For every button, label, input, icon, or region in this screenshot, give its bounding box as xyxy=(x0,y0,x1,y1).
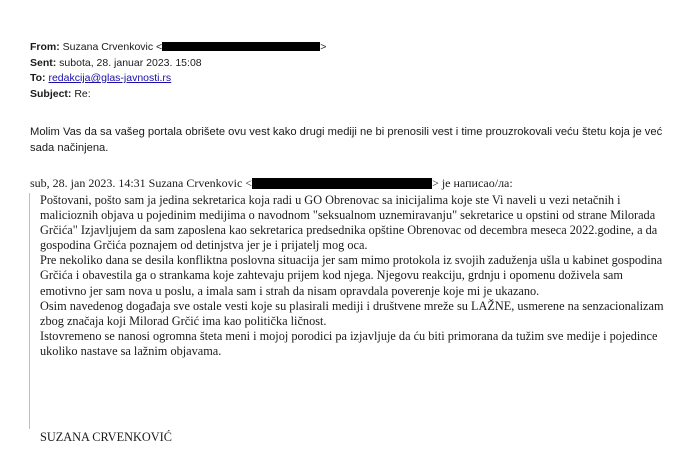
signature: SUZANA CRVENKOVIĆ xyxy=(40,430,172,444)
quote-header-suffix: > је написао/ла: xyxy=(432,176,513,190)
from-close: > xyxy=(320,41,327,53)
quoted-message xyxy=(29,193,665,429)
email-header xyxy=(30,40,326,102)
subject-value: Re: xyxy=(74,87,91,100)
redacted-email-block xyxy=(162,42,320,51)
quote-paragraph: Osim navedenog događaja sve ostale vesti koje su plasirali mediji i društvene mreže su LAŽNE, usmerene na senzacionalizam zbog značaja koji Milorad Grčić ima kao politička ličnost. xyxy=(40,298,664,328)
to-row xyxy=(30,71,326,87)
from-label: From: xyxy=(30,41,60,53)
redacted-email-block-quote xyxy=(252,178,432,189)
sent-row xyxy=(30,56,326,72)
subject-row xyxy=(30,87,326,103)
to-label: To: xyxy=(30,72,46,84)
sent-label: Sent: xyxy=(30,56,57,69)
quote-header-prefix: sub, 28. jan 2023. 14:31 Suzana Crvenkovic < xyxy=(30,176,253,190)
from-row xyxy=(30,40,326,56)
subject-label: Subject: xyxy=(30,87,72,100)
from-name: Suzana Crvenkovic < xyxy=(62,41,163,53)
to-email-link[interactable]: redakcija@glas-javnosti.rs xyxy=(48,72,172,84)
sent-value: subota, 28. januar 2023. 15:08 xyxy=(59,56,202,69)
message-body: Molim Vas da sa vašeg portala obrišete ovu vest kako drugi mediji ne bi prenosili vest i time prouzrokovali veću štetu koja je već sada načinjena. xyxy=(30,126,663,154)
quote-paragraph: Pre nekoliko dana se desila konfliktna poslovna situacija jer sam mimo protokola iz svojih zaduženja ušla u kabinet gospodina Grčića i obavestila ga o strankama koje zahtevaju prijem kod njega. Njegovu reakciju, grdnju i opomenu doživela sam emotivno jer sam nova u poslu, a imala sam i strah da nisam opravdala poverenje koje mi je ukazano. xyxy=(40,253,663,298)
quote-paragraph: Poštovani, pošto sam ja jedina sekretarica koja radi u GO Obrenovac sa inicijalima koje ste Vi naveli u vezi netačnih i malicioznih objava u pojedinim medijima o navodnom "seksualnom uznemiravanju" sekretarice u opstini od strane Milorada Grčića" Izjavljujem da sam zaposlena kao sekretarica predsednika opštine Obrenovac od decembra meseca 2022.godine, a da gospodina Grčića poznajem od detinjstva jer je i prijatelj mog oca. xyxy=(40,193,658,253)
quote-header xyxy=(30,175,513,191)
quote-paragraph: Istovremeno se nanosi ogromna šteta meni i mojoj porodici pa izjavljuje da ću biti primorana da tužim sve medije i pojedince ukoliko nastave sa lažnim objavama. xyxy=(40,328,658,358)
